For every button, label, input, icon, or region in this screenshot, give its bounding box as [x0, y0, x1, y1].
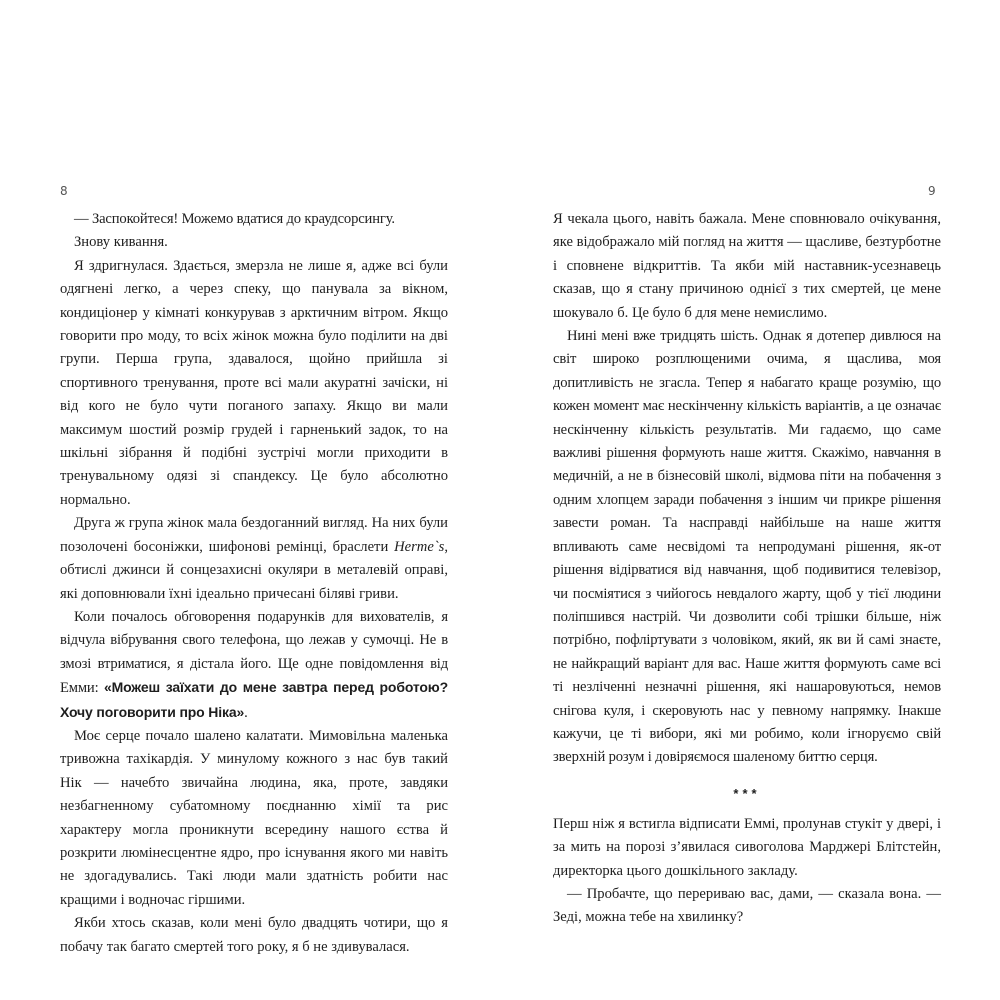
paragraph-text: Коли почалось обговорення подарунків для вихователів, я відчула вібрування свого телефона, що лежав у сумочці. Не в змозі втриматися, я дістала його. Ще одне повідомлення від Емми: [60, 608, 448, 697]
page-number-right: 9 [928, 184, 937, 198]
paragraph: Я чекала цього, навіть бажала. Мене сповнювало очікування, яке відображало мій погляд на життя — щасливе, безтурботне і сповнене відкриттів. Та якби мій наставник-усезнавець сказав, що я стану причиною однієї з тих смертей, це мене шокувало б. Це було б для мене немислимо. [553, 211, 942, 321]
paragraph: — Пробачте, що перериваю вас, дами, — сказала вона. — Зеді, можна тебе на хвилинку? [553, 885, 941, 926]
paragraph [60, 606, 448, 725]
paragraph: Моє серце почало шалено калатати. Мимовільна маленька тривожна тахікардія. У минулому кожного з нас був такий Нік — начебто звичайна людина, яка, проте, завдяки незбагненному субатомному поєднанню хімії та рис характеру могла проникнути всередину нашого єства й розкрити люмінесцентне ядро, про існування якого ми навіть не здогадувались. Такі люди мали здатність робити нас кращими і водночас гіршими. [60, 727, 448, 908]
paragraph-text: , обтислі джинси й сонцезахисні окуляри в металевій оправі, які доповнювали їхні ідеально причесані біляві гриви. [60, 538, 448, 602]
paragraph-text: Друга ж група жінок мала бездоганний вигляд. На них були позолочені босоніжки, шифонові ремінці, браслети [60, 515, 448, 555]
text-message: «Можеш заїхати до мене завтра перед роботою? Хочу поговорити про Ніка» [60, 679, 448, 720]
paragraph-text: . [244, 704, 248, 721]
left-page-text [60, 208, 448, 959]
paragraph: Перш ніж я встигла відписати Еммі, пролунав стукіт у двері, і за мить на порозі з’явилася сивоголова Марджері Блітстейн, директорка цього дошкільного закладу. [553, 815, 941, 879]
brand-name: Herme`s [394, 538, 445, 555]
page-number-left: 8 [60, 184, 69, 198]
section-separator: *** [733, 785, 761, 801]
paragraph: Знову кивання. [74, 234, 168, 251]
right-page-text [553, 208, 941, 930]
paragraph: — Заспокойтеся! Можемо вдатися до краудсорсингу. [74, 211, 395, 227]
paragraph [60, 512, 448, 606]
paragraph: Якби хтось сказав, коли мені було двадцять чотири, що я побачу так багато смертей того року, я б не здивувалася. [60, 915, 448, 955]
paragraph: Я здригнулася. Здається, змерзла не лише я, адже всі були одягнені легко, а через спеку, що панувала за вікном, кондиціонер у кімнаті конкурував з арктичним вітром. Якщо говорити про моду, то всіх жінок можна було поділити на дві групи. Перша група, здавалося, щойно прийшла зі спортивного тренування, проте всі мали акуратні зачіски, ні від кого не було чути поганого запаху. Якщо ви мали максимум шостий розмір грудей і гарненький задок, то на шкільні зібрання й подібні зустрічі могли приходити в тренувальному одязі зі спандексу. Це було абсолютно нормально. [60, 257, 448, 508]
paragraph: Нині мені вже тридцять шість. Однак я дотепер дивлюся на світ широко розплющеними очима, я щаслива, моя допитливість не згасла. Тепер я набагато краще розумію, що кожен момент має нескінченну кількість варіантів, а це означає нескінченну кількість результатів. Ми гадаємо, що саме важливі рішення формують наше життя. Скажімо, навчання в медичній, а не в бізнесовій школі, відмова піти на побачення з одним хлопцем заради побачення з іншим чи прикре рішення завести роман. Та насправді найбільше на наше життя впливають саме несвідомі та непродумані рішення, як-от рішення відірватися від навчання, щоб подивитися телевізор, чи посміятися з чийогось невдалого жарту, щоб у тієї людини поліпшився настрій. Чи дозволити собі трішки більше, ніж потрібно, пофліртувати з чоловіком, який, як ви й самі знаєте, не найкращий варіант для вас. Наше життя формують саме всі ті незліченні незначні рішення, які нашаровуються, немов снігова куля, і скеровують нас у певному напрямку. Інакше кажучи, це ті вибори, які ми робимо, коли ігноруємо свій зверхній розум і довіряємося шаленому биттю серця. [553, 328, 941, 766]
